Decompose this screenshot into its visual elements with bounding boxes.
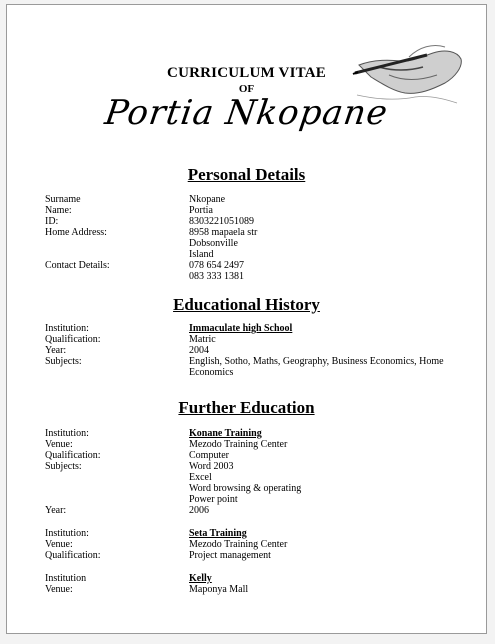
label-address: Home Address: — [45, 227, 107, 238]
value-address-line2: Dobsonville — [189, 238, 238, 249]
label-subjects: Subjects: — [45, 461, 82, 472]
value-subject: Excel — [189, 472, 212, 483]
label-name: Name: — [45, 205, 72, 216]
value-institution: Seta Training — [189, 528, 247, 539]
value-subject: Power point — [189, 494, 238, 505]
label-institution: Institution — [45, 573, 87, 584]
value-name: Portia — [189, 205, 213, 216]
value-year: 2006 — [189, 505, 209, 516]
label-qualification: Qualification: — [45, 550, 101, 561]
label-surname: Surname — [45, 194, 81, 205]
label-qualification: Qualification: — [45, 334, 101, 345]
cv-title: CURRICULUM VITAE — [167, 65, 326, 81]
hand-writing-pen-icon — [349, 37, 464, 105]
value-institution: Konane Training — [189, 428, 262, 439]
value-address-line3: Island — [189, 249, 214, 260]
value-venue: Maponya Mall — [189, 584, 249, 595]
value-year: 2004 — [189, 345, 209, 356]
label-year: Year: — [45, 505, 67, 516]
value-qualification: Project management — [189, 550, 271, 561]
label-venue: Venue: — [45, 539, 73, 550]
label-year: Year: — [45, 345, 67, 356]
label-institution: Institution: — [45, 428, 89, 439]
value-venue: Mezodo Training Center — [189, 539, 288, 550]
value-phone-1: 078 654 2497 — [189, 260, 244, 271]
value-institution: Kelly — [189, 573, 212, 584]
value-qualification: Computer — [189, 450, 229, 461]
value-surname: Nkopane — [189, 194, 226, 205]
value-subject: Word browsing & operating — [189, 483, 302, 494]
value-institution: Immaculate high School — [189, 323, 293, 334]
value-phone-2: 083 333 1381 — [189, 271, 244, 282]
cv-title-of: OF — [238, 83, 255, 95]
cv-page — [6, 4, 487, 634]
label-id: ID: — [45, 216, 59, 227]
section-heading-further: Further Education — [178, 398, 315, 417]
value-venue: Mezodo Training Center — [189, 439, 288, 450]
label-institution: Institution: — [45, 528, 89, 539]
label-subjects: Subjects: — [45, 356, 82, 367]
value-address-line1: 8958 mapaela str — [189, 227, 258, 238]
section-heading-education: Educational History — [173, 295, 320, 314]
value-subject: Word 2003 — [189, 461, 234, 472]
value-id: 8303221051089 — [189, 216, 254, 227]
value-subjects: English, Sotho, Maths, Geography, Business Economics, Home Economics — [189, 356, 444, 379]
label-venue: Venue: — [45, 584, 73, 595]
label-institution: Institution: — [45, 323, 89, 334]
applicant-name: Portia Nkopane — [102, 93, 391, 133]
label-contact: Contact Details: — [45, 260, 110, 271]
label-qualification: Qualification: — [45, 450, 101, 461]
label-venue: Venue: — [45, 439, 73, 450]
section-heading-personal: Personal Details — [187, 165, 306, 184]
value-qualification: Matric — [189, 334, 216, 345]
